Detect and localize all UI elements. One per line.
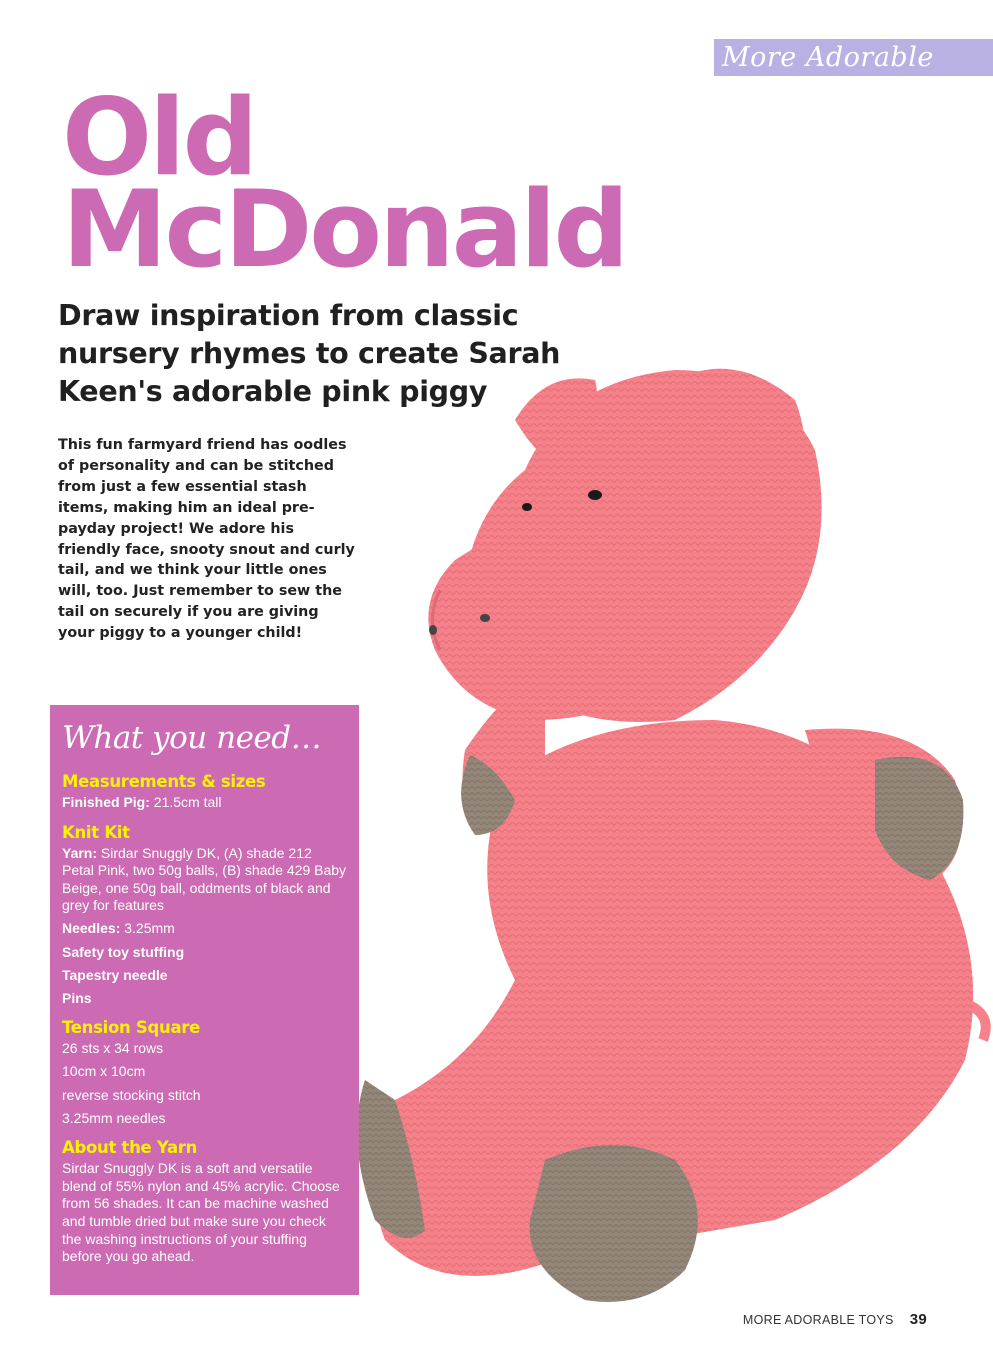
yarn-info-heading: About the Yarn xyxy=(62,1138,198,1158)
tension-line: 10cm x 10cm xyxy=(62,1063,146,1080)
finished-size-label: Finished Pig: xyxy=(62,794,150,810)
extra-item: Safety toy stuffing xyxy=(62,943,185,960)
materials-panel xyxy=(50,705,359,1295)
panel-title: What you need… xyxy=(62,720,322,756)
needles-value: 3.25mm xyxy=(120,920,175,937)
extra-item: Pins xyxy=(62,989,92,1006)
section-tab: More Adorable Toys xyxy=(714,39,993,76)
yarn-label: Yarn: xyxy=(62,844,98,861)
needles-item xyxy=(62,920,347,938)
footer-label: MORE ADORABLE TOYS xyxy=(742,1313,894,1327)
subtitle: Draw inspiration from classic nursery rhymes to create Sarah Keen's adorable pink piggy xyxy=(58,299,561,408)
page-title xyxy=(62,76,702,291)
needles-label: Needles: xyxy=(62,920,121,937)
title-line-2: McDonald xyxy=(62,168,627,291)
tension-line: 26 sts x 34 rows xyxy=(62,1040,164,1057)
yarn-info-text: Sirdar Snuggly DK is a soft and versatile blend of 55% nylon and 45% acrylic. Choose from 56 shades. It can be machine washed and tumble dried but make sure you check the washing instructions of your stuffing before you go ahead. xyxy=(62,1160,340,1265)
knitted-pig-image xyxy=(355,360,993,1310)
page-number: 39 xyxy=(909,1311,927,1328)
title-line-1: Old xyxy=(62,76,256,199)
knit-kit-heading: Knit Kit xyxy=(62,822,130,842)
page-footer xyxy=(743,1311,927,1328)
yarn-item xyxy=(62,845,347,915)
knit-kit-section xyxy=(62,822,347,1008)
tension-line: reverse stocking stitch xyxy=(62,1086,201,1103)
extra-item: Tapestry needle xyxy=(62,966,168,983)
yarn-value: Sirdar Snuggly DK, (A) shade 212 Petal Pink, two 50g balls, (B) shade 429 Baby Beige, one 50g ball, oddments of black and grey for features xyxy=(62,844,347,914)
tension-section xyxy=(62,1017,347,1127)
tension-line: 3.25mm needles xyxy=(62,1109,166,1126)
measurements-section xyxy=(62,771,347,812)
yarn-info-section xyxy=(62,1137,347,1266)
finished-size-value: 21.5cm tall xyxy=(149,794,222,810)
measurements-heading: Measurements & sizes xyxy=(62,772,266,791)
tension-heading: Tension Square xyxy=(62,1018,201,1038)
intro-paragraph: This fun farmyard friend has oodles of personality and can be stitched from just a few essential stash items, making him an ideal pre-payday project! We adore his friendly face, snooty snout and curly tail, and we think your little ones will, too. Just remember to sew the tail on securely if you are giving your piggy to a younger child! xyxy=(58,437,355,642)
finished-size xyxy=(62,794,347,812)
